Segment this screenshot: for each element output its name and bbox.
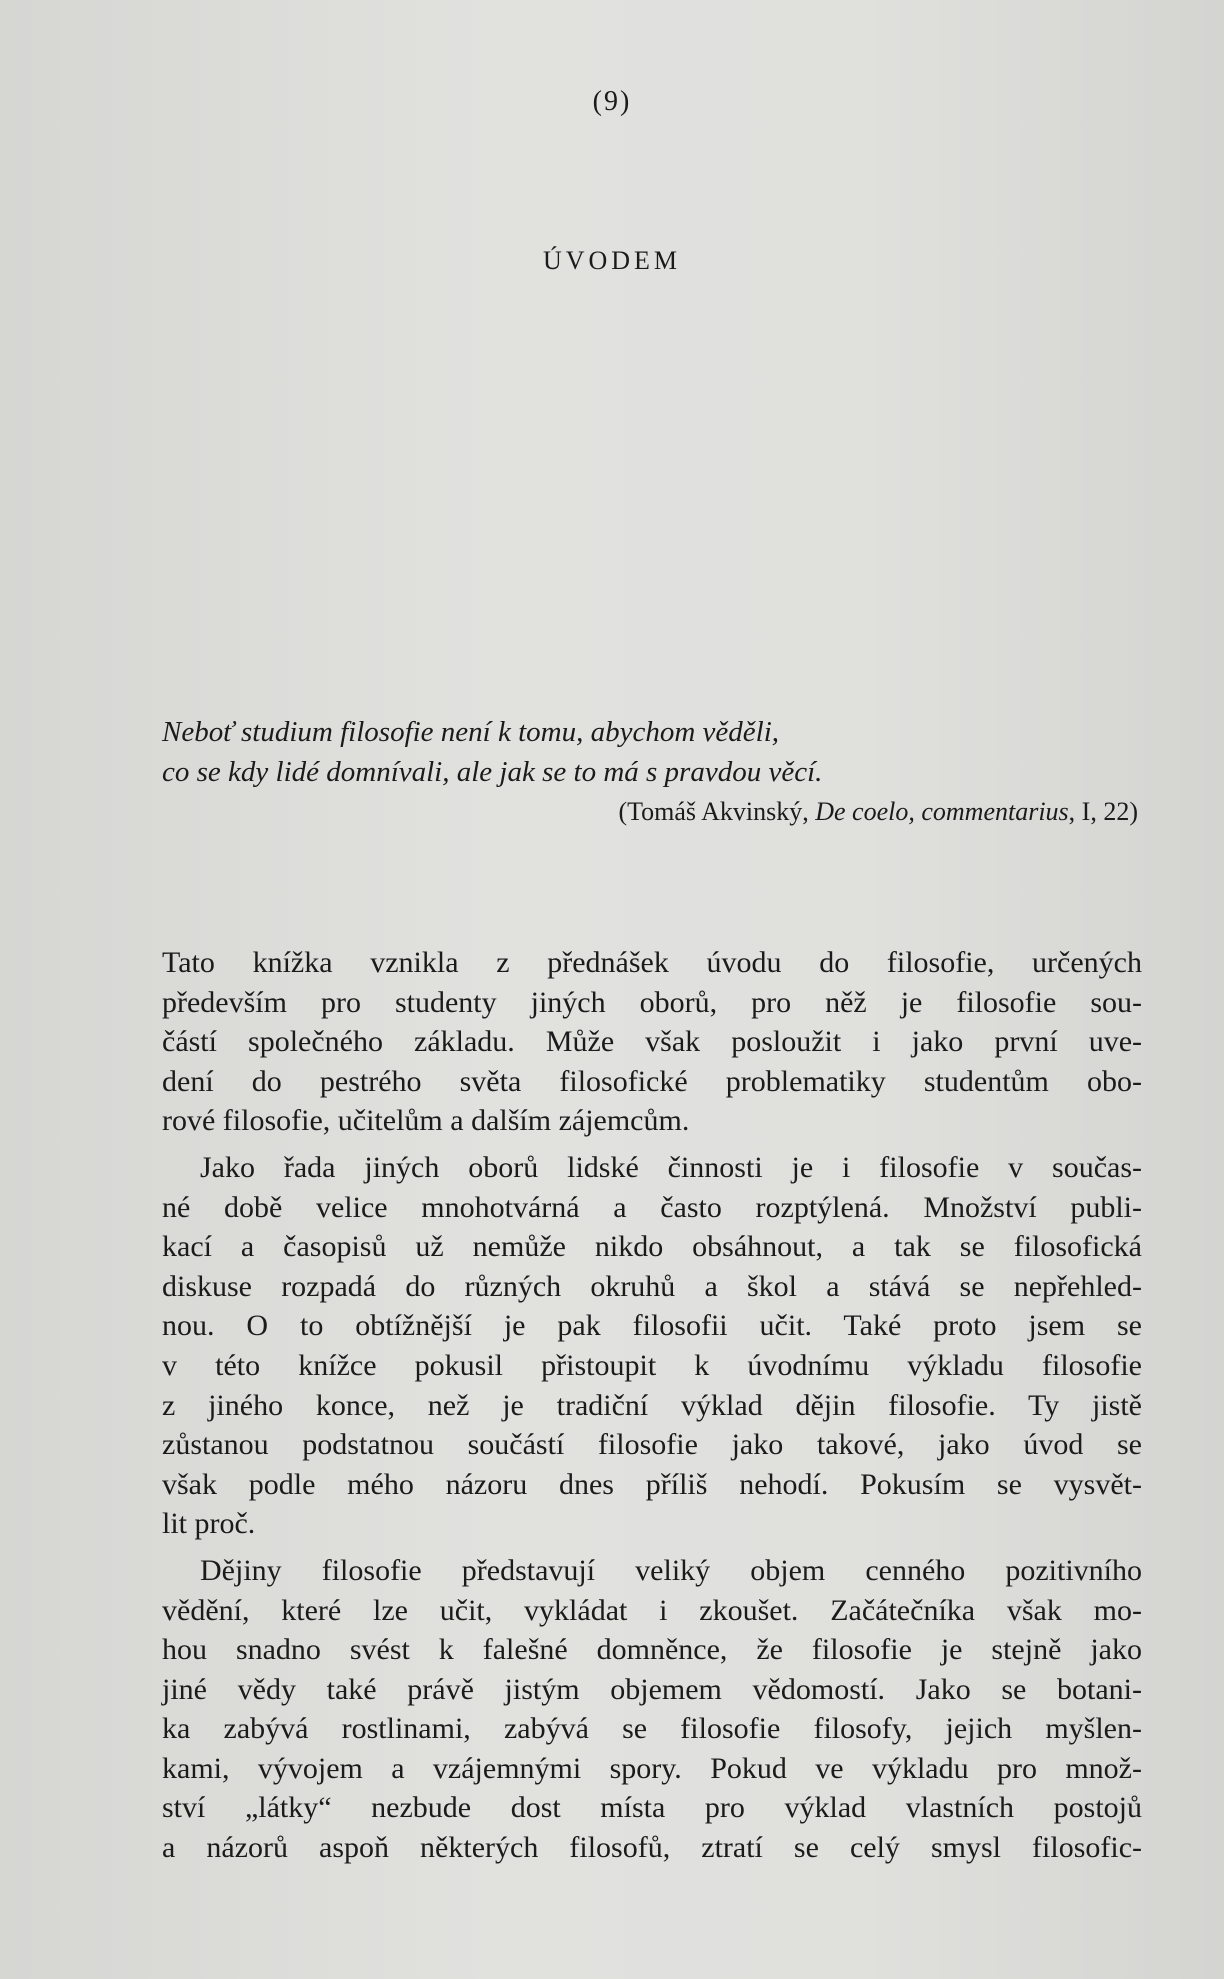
text-line: Tato knížka vznikla z přednášek úvodu do filosofie, určených bbox=[162, 946, 1142, 979]
text-line: zůstanou podstatnou součástí filosofie jako takové, jako úvod se bbox=[162, 1428, 1142, 1462]
text-line: lit proč. bbox=[162, 1507, 256, 1541]
text-line: a názorů aspoň některých filosofů, ztratí se celý smysl filosofic- bbox=[162, 1831, 1142, 1865]
epigraph-source bbox=[162, 792, 1138, 832]
chapter-title: ÚVODEM bbox=[542, 246, 682, 275]
text-line: hou snadno svést k falešné domněnce, že filosofie je stejně jako bbox=[162, 1633, 1142, 1667]
text-line: z jiného konce, než je tradiční výklad dějin filosofie. Ty jistě bbox=[162, 1388, 1142, 1422]
text-line: jiné vědy také právě jistým objemem vědomostí. Jako se botani- bbox=[162, 1672, 1142, 1706]
epigraph bbox=[162, 712, 1142, 832]
text-line: ství „látky“ nezbude dost místa pro výklad vlastních postojů bbox=[162, 1791, 1142, 1825]
paragraph bbox=[162, 1148, 1142, 1544]
epigraph-source-reference: , I, 22) bbox=[1068, 797, 1138, 826]
text-line: však podle mého názoru dnes příliš nehodí. Pokusím se vysvět- bbox=[162, 1467, 1142, 1501]
text-line: částí společného základu. Může však posloužit i jako první uve- bbox=[162, 1025, 1142, 1059]
text-line: kací a časopisů už nemůže nikdo obsáhnout, a tak se filosofická bbox=[162, 1230, 1142, 1264]
epigraph-source-author: (Tomáš Akvinský, bbox=[618, 797, 816, 826]
epigraph-line: Neboť studium filosofie není k tomu, abychom věděli, bbox=[162, 716, 780, 748]
epigraph-line: co se kdy lidé domnívali, ale jak se to má s pravdou věcí. bbox=[162, 756, 823, 788]
text-line: diskuse rozpadá do různých okruhů a škol a stává se nepřehled- bbox=[162, 1269, 1142, 1303]
paragraph bbox=[162, 943, 1142, 1141]
text-line: rové filosofie, učitelům a dalším zájemcům. bbox=[162, 1104, 690, 1138]
paragraph bbox=[162, 1551, 1142, 1868]
body-text bbox=[162, 943, 1142, 1875]
text-line: v této knížce pokusil přistoupit k úvodnímu výkladu filosofie bbox=[162, 1348, 1142, 1382]
text-line: Dějiny filosofie představují veliký objem cenného pozitivního bbox=[200, 1553, 1142, 1587]
text-line: především pro studenty jiných oborů, pro něž je filosofie sou- bbox=[162, 985, 1142, 1019]
page-number: (9) bbox=[592, 86, 632, 117]
text-line: kami, vývojem a vzájemnými spory. Pokud ve výkladu pro množ- bbox=[162, 1751, 1142, 1785]
text-line: vědění, které lze učit, vykládat i zkoušet. Začátečníka však mo- bbox=[162, 1593, 1142, 1627]
text-line: dení do pestrého světa filosofické problematiky studentům obo- bbox=[162, 1064, 1142, 1098]
text-line: Jako řada jiných oborů lidské činnosti je i filosofie v součas- bbox=[200, 1150, 1142, 1184]
text-line: nou. O to obtížnější je pak filosofii učit. Také proto jsem se bbox=[162, 1309, 1142, 1343]
text-line: ka zabývá rostlinami, zabývá se filosofie filosofy, jejich myšlen- bbox=[162, 1712, 1142, 1746]
epigraph-source-work: De coelo, commentarius bbox=[815, 797, 1069, 826]
text-line: né době velice mnohotvárná a často rozptýlená. Množství publi- bbox=[162, 1190, 1142, 1224]
